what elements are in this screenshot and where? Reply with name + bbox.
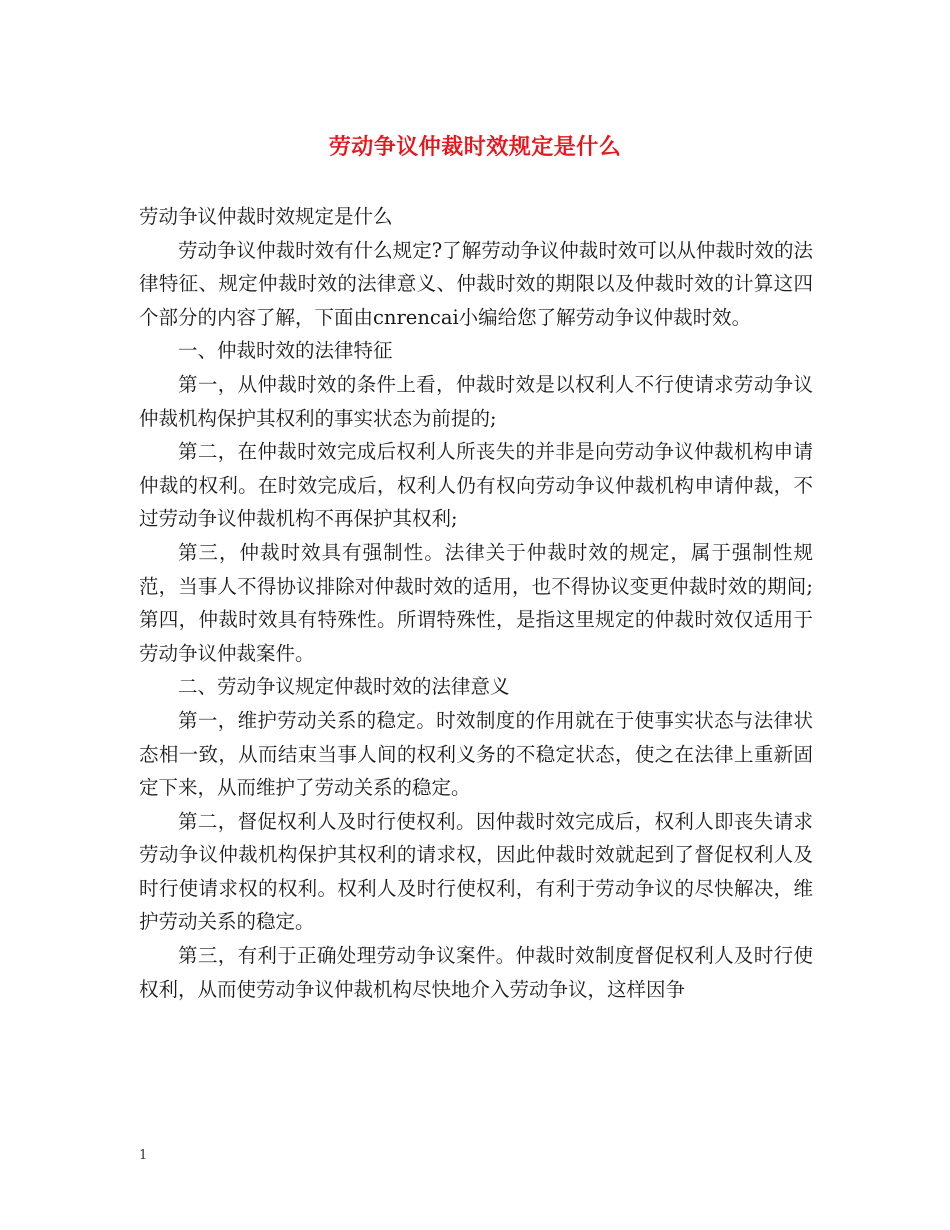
paragraph: 第一，从仲裁时效的条件上看，仲裁时效是以权利人不行使请求劳动争议仲裁机构保护其权利的事实状态为前提的;: [139, 372, 813, 430]
page-number: 1: [139, 1148, 148, 1163]
section-heading-1: 一、仲裁时效的法律特征: [178, 339, 393, 363]
paragraph: 第三，仲裁时效具有强制性。法律关于仲裁时效的规定，属于强制性规范，当事人不得协议排除对仲裁时效的适用，也不得协议变更仲裁时效的期间;第四，仲裁时效具有特殊性。所谓特殊性，是指这里规定的仲裁时效仅适用于劳动争议仲裁案件。: [139, 540, 813, 665]
paragraph: 第二，在仲裁时效完成后权利人所丧失的并非是向劳动争议仲裁机构申请仲裁的权利。在时效完成后，权利人仍有权向劳动争议仲裁机构申请仲裁，不过劳动争议仲裁机构不再保护其权利;: [139, 440, 813, 531]
paragraph-heading: 劳动争议仲裁时效规定是什么: [139, 205, 393, 228]
document-title: 劳动争议仲裁时效规定是什么: [328, 134, 622, 160]
paragraph: 第三，有利于正确处理劳动争议案件。仲裁时效制度督促权利人及时行使权利，从而使劳动争议仲裁机构尽快地介入劳动争议，这样因争: [139, 944, 813, 1001]
paragraph: 第二，督促权利人及时行使权利。因仲裁时效完成后，权利人即丧失请求劳动争议仲裁机构保护其权利的请求权，因此仲裁时效就起到了督促权利人及时行使请求权的权利。权利人及时行使权利，有利于劳动争议的尽快解决，维护劳动关系的稳定。: [139, 809, 813, 934]
paragraph: 第一，维护劳动关系的稳定。时效制度的作用就在于使事实状态与法律状态相一致，从而结束当事人间的权利义务的不稳定状态，使之在法律上重新固定下来，从而维护了劳动关系的稳定。: [139, 708, 813, 800]
paragraph-intro: 劳动争议仲裁时效有什么规定?了解劳动争议仲裁时效可以从仲裁时效的法律特征、规定仲裁时效的法律意义、仲裁时效的期限以及仲裁时效的计算这四个部分的内容了解，下面由cnrencai小编给您了解劳动争议仲裁时效。: [139, 238, 813, 329]
document-body: [139, 200, 813, 1006]
section-heading-2: 二、劳动争议规定仲裁时效的法律意义: [178, 675, 510, 699]
